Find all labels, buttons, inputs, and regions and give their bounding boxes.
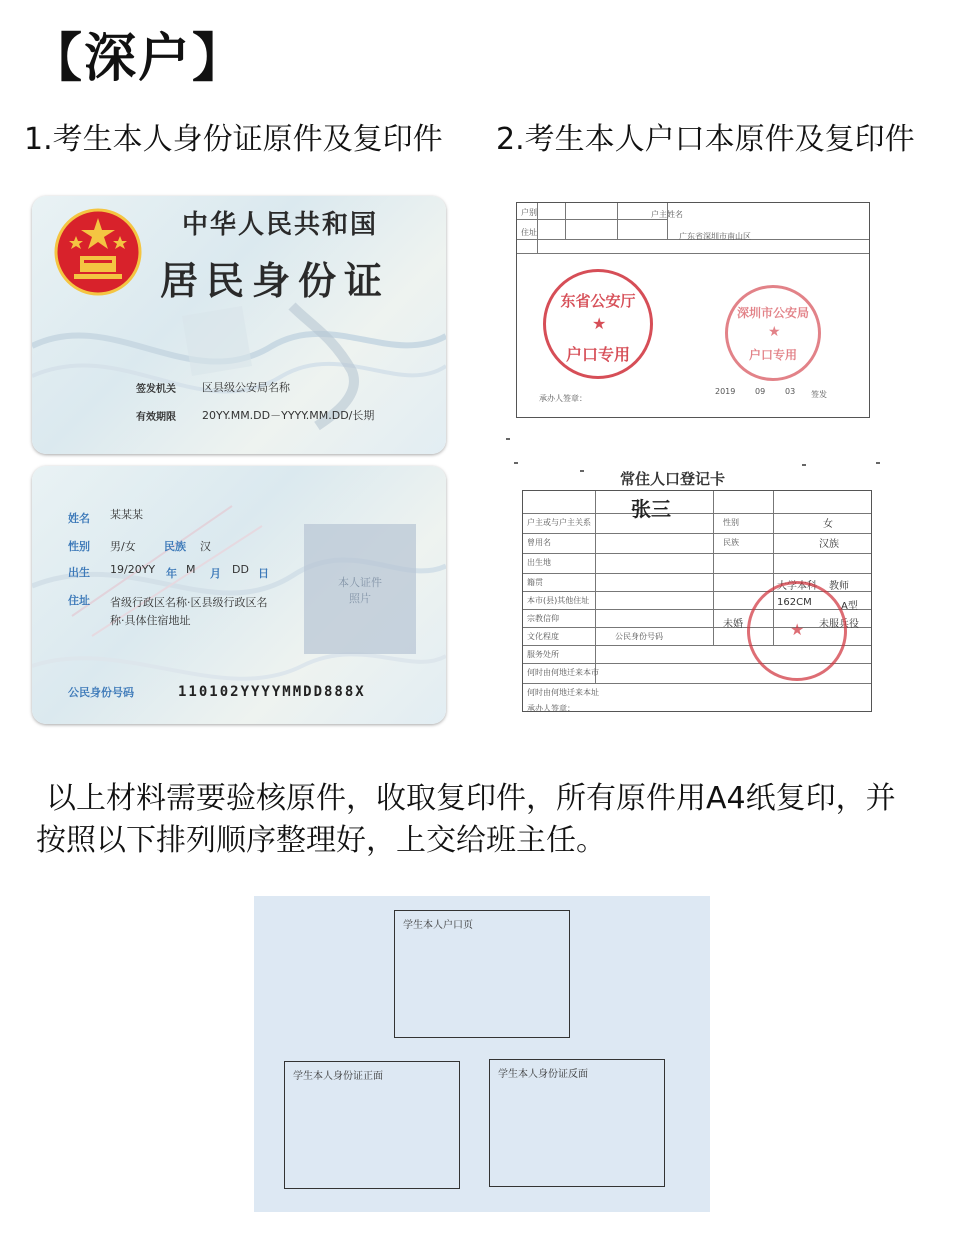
field-ethnic: 民族 xyxy=(723,538,739,547)
box-id-back-label: 学生本人身份证反面 xyxy=(498,1069,588,1080)
field-service: 服务处所 xyxy=(527,650,559,659)
birth-year: 19/20YY xyxy=(110,563,156,576)
field-relation: 户主或与户主关系 xyxy=(527,518,591,527)
height-value: 162CM xyxy=(777,597,812,608)
caption-id-card: 1.考生本人身份证原件及复印件 xyxy=(24,122,443,157)
field-sex: 性别 xyxy=(723,518,739,527)
field-origin: 籍贯 xyxy=(527,578,543,587)
household-address: 广东省深圳市南山区 xyxy=(679,232,751,241)
address-label: 住址 xyxy=(68,594,90,607)
sex-value: 男/女 xyxy=(110,540,136,553)
ethnic-label: 民族 xyxy=(164,540,186,553)
address-line-2: 称·具体住宿地址 xyxy=(110,614,191,627)
birth-month: M xyxy=(186,563,196,576)
validity-label: 有效期限 xyxy=(136,412,176,423)
household-register-top-page xyxy=(516,202,870,418)
name-label: 姓名 xyxy=(68,512,90,525)
marital-value: 未婚 xyxy=(723,619,743,630)
registrant-name: 张三 xyxy=(631,497,671,521)
blood-value: A型 xyxy=(841,601,858,612)
issue-year: 2019 xyxy=(715,387,736,396)
issue-month: 09 xyxy=(755,387,766,396)
photo-caption: 本人证件 照片 xyxy=(338,576,382,605)
id-number-label: 公民身份号码 xyxy=(68,686,134,699)
name-value: 某某某 xyxy=(110,508,143,521)
issue-suffix: 签发 xyxy=(811,390,827,399)
officer-sign-label: 承办人签章： xyxy=(539,394,587,403)
field-birthplace: 出生地 xyxy=(527,558,551,567)
address-line-1: 省级行政区名称·区县级行政区名 xyxy=(110,596,268,609)
military-value: 未服兵役 xyxy=(819,619,859,630)
box-id-back xyxy=(489,1059,665,1187)
household-head-label: 户主姓名 xyxy=(651,210,683,219)
birth-label: 出生 xyxy=(68,566,90,579)
day-unit: 日 xyxy=(258,567,269,580)
authority-value: 区县级公安局名称 xyxy=(202,381,290,394)
ethnic-value: 汉 xyxy=(200,540,211,553)
registration-card-heading: 常住人口登记卡 xyxy=(620,470,726,488)
id-number-value: 110102YYYYMMDD888X xyxy=(178,684,366,700)
box-household-page-label: 学生本人户口页 xyxy=(403,920,473,931)
household-type-label: 户别 xyxy=(521,208,537,217)
arrangement-diagram xyxy=(254,896,710,1212)
instruction-text: 以上材料需要验核原件，收取复印件，所有原件用A4纸复印，并按照以下排列顺序整理好，上交给班主任。 xyxy=(36,781,896,858)
ethnic-value: 汉族 xyxy=(819,539,839,550)
id-card-back xyxy=(32,466,446,724)
caption-household-register: 2.考生本人户口本原件及复印件 xyxy=(496,122,915,157)
authority-label: 签发机关 xyxy=(136,384,176,395)
sex-value: 女 xyxy=(823,519,833,530)
police-stamp-3: ★ xyxy=(747,581,847,681)
registrar-sign-label: 承办人签章： xyxy=(527,704,575,713)
box-household-page xyxy=(394,910,570,1038)
issue-day: 03 xyxy=(785,387,796,396)
document-name: 居民身份证 xyxy=(160,258,391,303)
month-unit: 月 xyxy=(210,567,221,580)
validity-value: 20YY.MM.DD－YYYY.MM.DD/长期 xyxy=(202,409,375,422)
field-when-moved: 何时由何地迁来本市 xyxy=(527,668,599,677)
field-former-name: 曾用名 xyxy=(527,538,551,547)
field-education: 文化程度 xyxy=(527,632,559,641)
birth-day: DD xyxy=(232,563,249,576)
year-unit: 年 xyxy=(166,567,177,580)
occupation-value: 教师 xyxy=(829,581,849,592)
field-id-number: 公民身份号码 xyxy=(615,632,663,641)
national-emblem-icon xyxy=(52,206,144,298)
household-register-bottom-page xyxy=(522,490,872,712)
country-name: 中华人民共和国 xyxy=(182,210,379,240)
box-id-front-label: 学生本人身份证正面 xyxy=(293,1071,383,1082)
field-religion: 宗教信仰 xyxy=(527,614,559,623)
box-id-front xyxy=(284,1061,460,1189)
police-stamp-2: 深圳市公安局 ★ 户口专用 xyxy=(725,285,821,381)
id-card-front xyxy=(32,196,446,454)
address-row-label: 住址 xyxy=(521,228,537,237)
field-when-moved-address: 何时由何地迁来本址 xyxy=(527,688,599,697)
sex-label: 性别 xyxy=(68,540,90,553)
police-stamp-1: 东省公安厅 ★ 户口专用 xyxy=(543,269,653,379)
page-title: 【深户】 xyxy=(30,29,247,89)
education-value: 大学本科 xyxy=(777,581,817,592)
field-other-address: 本市(县)其他住址 xyxy=(527,596,590,605)
